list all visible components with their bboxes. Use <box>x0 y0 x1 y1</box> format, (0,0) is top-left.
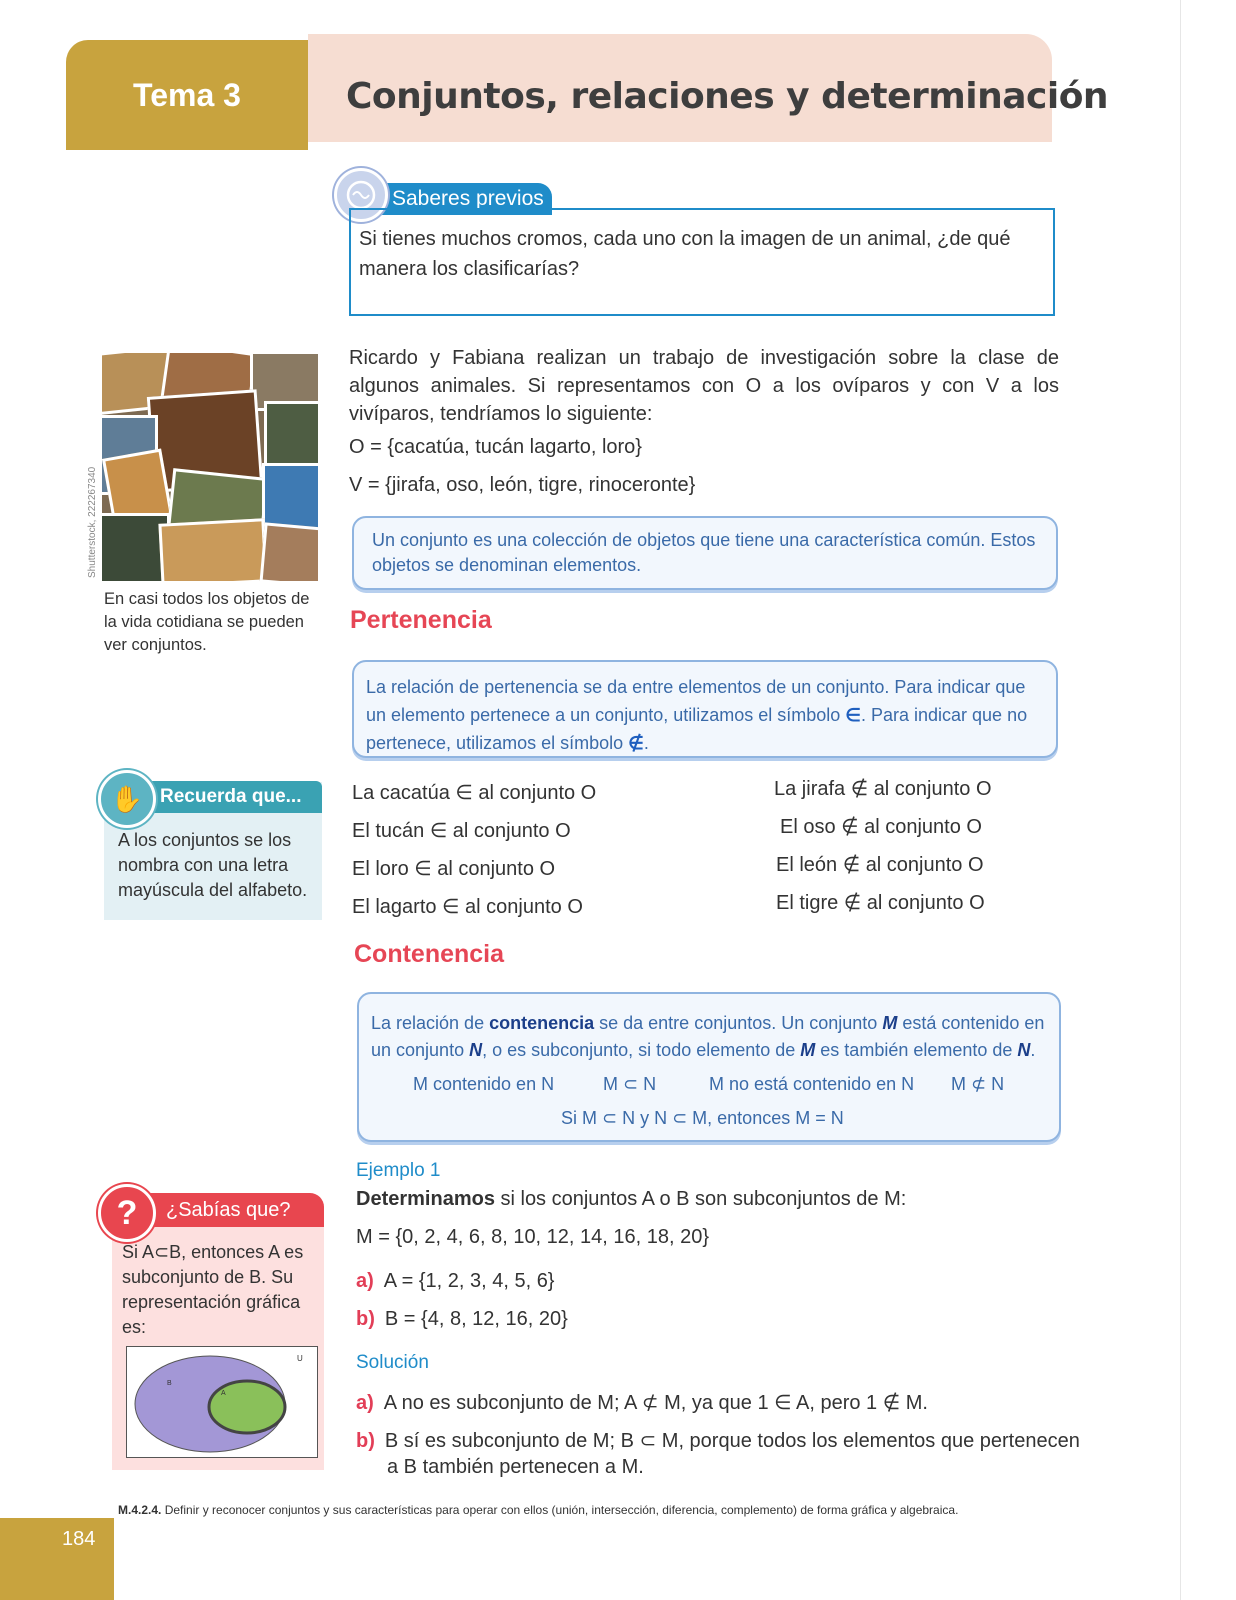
set-m-symbol: M <box>882 1013 898 1033</box>
venn-label-u: U <box>297 1354 303 1363</box>
curriculum-note <box>118 1503 1118 1517</box>
conjunto-definition-box <box>352 516 1058 590</box>
element-of-symbol: ∈ <box>845 705 861 725</box>
no-pertenece-item: La jirafa ∉ al conjunto O <box>774 778 992 800</box>
contenencia-text: se da entre conjuntos. Un conjunto <box>594 1013 883 1033</box>
pertenencia-definition-box <box>352 660 1058 758</box>
pertenece-item: La cacatúa ∈ al conjunto O <box>352 782 597 804</box>
saberes-previos-box <box>349 208 1055 316</box>
item-text: A = {1, 2, 3, 4, 5, 6} <box>383 1270 555 1292</box>
not-element-of-symbol: ∉ <box>628 733 644 753</box>
sabias-que-title: ¿Sabías que? <box>166 1198 291 1221</box>
venn-diagram <box>126 1346 318 1458</box>
solution-text: A no es subconjunto de M; A ⊄ M, ya que 1 ∈ A, pero 1 ∉ M. <box>383 1392 928 1414</box>
recuerda-text: A los conjuntos se los nombra con una letra mayúscula del alfabeto. <box>118 830 308 900</box>
page-number: 184 <box>62 1528 96 1550</box>
solution-item <box>356 1428 1080 1453</box>
pertenencia-def-2: . Para indicar que no pertenece, utilizamos el símbolo <box>366 705 1028 753</box>
ejemplo-item <box>356 1270 555 1293</box>
notation-contained: M contenido en N <box>413 1074 555 1094</box>
ejemplo-verb: Determinamos <box>356 1188 495 1210</box>
intro-paragraph: Ricardo y Fabiana realizan un trabajo de investigación sobre la clase de algunos animales. Si representamos con O a los ovíparos y con V a los vivíparos, tendríamos lo siguiente: <box>349 347 1059 425</box>
set-v: V = {jirafa, oso, león, tigre, rinoceronte} <box>349 474 696 496</box>
sabias-que-tab <box>146 1193 324 1227</box>
contenencia-text: está contenido en un conjunto <box>371 1013 1045 1060</box>
pertenece-item: El tucán ∈ al conjunto O <box>352 820 571 842</box>
no-pertenece-item: El león ∉ al conjunto O <box>776 854 984 876</box>
contenencia-term: contenencia <box>489 1013 595 1033</box>
solution-text-continued: a B también pertenecen a M. <box>387 1456 644 1478</box>
recuerda-title: Recuerda que... <box>160 786 302 807</box>
pertenencia-def-1: La relación de pertenencia se da entre elementos de un conjunto. Para indicar que un elemento pertenece a un conjunto, utilizamos el símbolo <box>366 677 1026 725</box>
contenencia-text: , o es subconjunto, si todo elemento de <box>482 1040 801 1060</box>
solution-letter: a) <box>356 1392 374 1414</box>
contenencia-definition-box <box>357 992 1061 1142</box>
ejemplo-statement: si los conjuntos A o B son subconjuntos de M: <box>494 1188 907 1210</box>
notation-not-contained: M no está contenido en N <box>709 1074 915 1094</box>
set-o: O = {cacatúa, tucán lagarto, loro} <box>349 436 642 458</box>
curriculum-code: M.4.2.4. <box>118 1503 162 1517</box>
tema-tab <box>66 40 308 150</box>
pertenece-item: El loro ∈ al conjunto O <box>352 858 556 880</box>
contenencia-title: Contenencia <box>354 940 505 968</box>
pertenencia-title: Pertenencia <box>350 606 492 634</box>
contenencia-text: . <box>1030 1040 1036 1060</box>
recuerda-tab <box>146 781 322 813</box>
pertenece-item: El lagarto ∈ al conjunto O <box>352 896 583 918</box>
set-n-symbol: N <box>1017 1040 1031 1060</box>
photo-caption: En casi todos los objetos de la vida cotidiana se pueden ver conjuntos. <box>104 590 310 654</box>
notation-not-subset: M ⊄ N <box>951 1074 1005 1094</box>
solution-letter: b) <box>356 1430 375 1452</box>
page-number-box <box>0 1518 114 1600</box>
ejemplo-item <box>356 1308 568 1331</box>
photo-credit: Shutterstock, 222267340 <box>87 466 98 578</box>
solution-item <box>356 1390 928 1415</box>
hand-icon: ✋ <box>98 770 156 828</box>
page-edge <box>1180 0 1181 1600</box>
no-pertenece-item: El oso ∉ al conjunto O <box>780 816 982 838</box>
pertenencia-def-3: . <box>643 733 649 753</box>
no-pertenece-item: El tigre ∉ al conjunto O <box>776 892 985 914</box>
curriculum-text: Definir y reconocer conjuntos y sus características para operar con ellos (unión, intersección, diferencia, complemento) de forma gráfica y algebraica. <box>161 1503 959 1517</box>
page-title: Conjuntos, relaciones y determinación <box>346 76 1109 117</box>
animal-photo-collage <box>102 353 318 581</box>
contenencia-text: La relación de <box>371 1013 490 1033</box>
question-mark-icon: ? <box>98 1184 156 1242</box>
item-letter: a) <box>356 1270 374 1292</box>
conjunto-definition: Un conjunto es una colección de objetos que tiene una característica común. Estos objetos se denominan elementos. <box>372 530 1036 575</box>
item-letter: b) <box>356 1308 375 1330</box>
venn-label-b: B <box>167 1380 172 1387</box>
saberes-previos-text: Si tienes muchos cromos, cada uno con la imagen de un animal, ¿de qué manera los clasificarías? <box>359 228 1011 280</box>
tema-label: Tema 3 <box>133 76 241 113</box>
set-m: M = {0, 2, 4, 6, 8, 10, 12, 14, 16, 18, 20} <box>356 1226 710 1248</box>
ejemplo-label: Ejemplo 1 <box>356 1160 441 1181</box>
notation-equality: Si M ⊂ N y N ⊂ M, entonces M = N <box>561 1108 844 1128</box>
venn-label-a: A <box>221 1390 226 1397</box>
set-n-symbol: N <box>469 1040 483 1060</box>
set-m-symbol: M <box>800 1040 816 1060</box>
saberes-previos-label: Saberes previos <box>392 187 544 210</box>
solucion-label: Solución <box>356 1352 429 1373</box>
sabias-que-text: Si A⊂B, entonces A es subconjunto de B. Su representación gráfica es: <box>122 1242 304 1337</box>
contenencia-text: es también elemento de <box>815 1040 1018 1060</box>
notation-subset: M ⊂ N <box>603 1074 657 1094</box>
item-text: B = {4, 8, 12, 16, 20} <box>384 1308 568 1330</box>
solution-text: B sí es subconjunto de M; B ⊂ M, porque todos los elementos que pertenecen <box>384 1430 1080 1452</box>
